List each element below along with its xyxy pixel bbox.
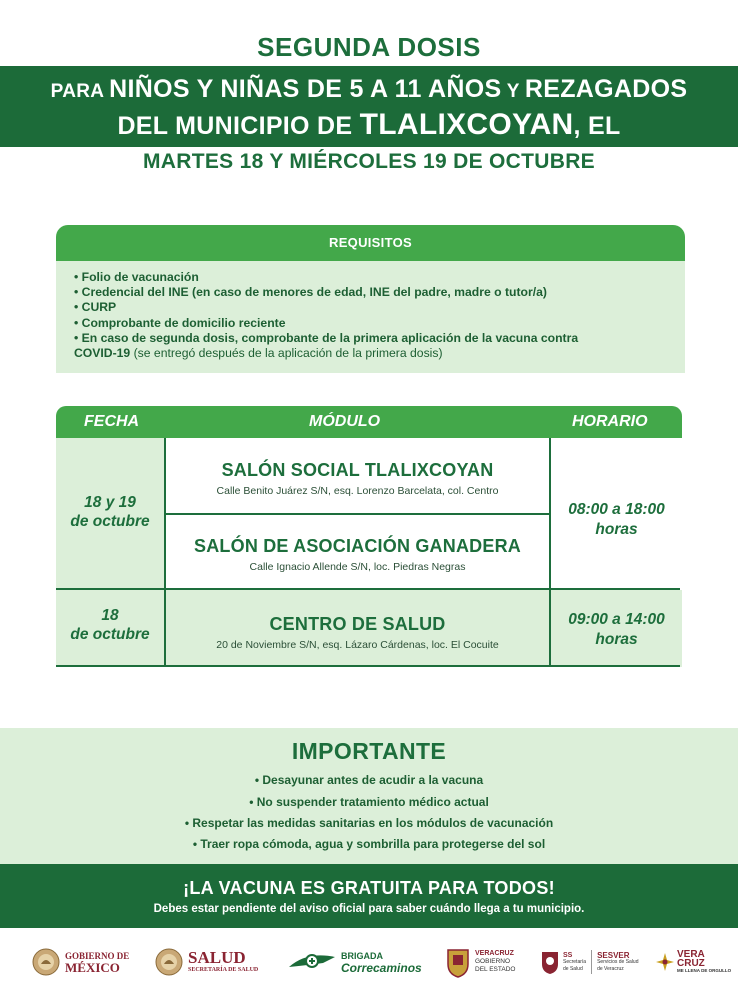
importante-title: IMPORTANTE bbox=[291, 738, 447, 764]
requisito-item: • Comprobante de domicilio reciente bbox=[74, 315, 286, 330]
requisitos-box bbox=[56, 225, 685, 373]
modulo-address: Calle Ignacio Allende S/N, loc. Piedras Negras bbox=[249, 561, 466, 573]
fecha-line: de octubre bbox=[70, 513, 150, 530]
logo-text: SECRETARÍA DE SALUD bbox=[188, 967, 259, 973]
logo-text: SESVER bbox=[597, 950, 630, 960]
schedule-table-header bbox=[56, 406, 682, 438]
divider bbox=[56, 665, 680, 667]
requisito-item-last bbox=[74, 346, 667, 361]
salud-logo bbox=[155, 940, 258, 984]
banner-municipio: TLALIXCOYAN bbox=[359, 108, 574, 141]
fecha-line: 18 bbox=[101, 607, 119, 624]
divider bbox=[56, 588, 680, 590]
brigada-correcaminos-logo bbox=[287, 940, 422, 984]
footer-subline: Debes estar pendiente del aviso oficial para saber cuándo llega a tu municipio. bbox=[153, 903, 585, 915]
requisitos-title: REQUISITOS bbox=[56, 225, 685, 261]
banner-main: NIÑOS Y NIÑAS DE 5 A 11 AÑOS bbox=[109, 75, 502, 103]
page-title: SEGUNDA DOSIS bbox=[257, 32, 481, 62]
requisito-item: • CURP bbox=[74, 300, 117, 315]
logo-text: ME LLENA DE ORGULLO bbox=[677, 968, 732, 973]
horario-line: horas bbox=[595, 521, 638, 538]
header-horario: HORARIO bbox=[572, 413, 648, 430]
footer-headline: ¡LA VACUNA ES GRATUITA PARA TODOS! bbox=[183, 878, 555, 898]
veracruz-orgullo-logo bbox=[655, 940, 731, 984]
requisito-last-bold: COVID-19 bbox=[74, 346, 131, 361]
requisito-item: • Folio de vacunación bbox=[74, 270, 199, 284]
ss-shield-icon bbox=[540, 949, 560, 975]
schedule-table bbox=[56, 438, 682, 667]
logo-text: VERA bbox=[677, 949, 705, 960]
modulo-name: SALÓN DE ASOCIACIÓN GANADERA bbox=[194, 536, 521, 556]
coat-of-arms-icon bbox=[445, 946, 471, 978]
modulo-cell bbox=[166, 536, 549, 573]
logo-text: MÉXICO bbox=[65, 960, 120, 975]
modulo-cell bbox=[166, 614, 549, 651]
importante-item: • Desayunar antes de acudir a la vacuna bbox=[254, 773, 484, 787]
veracruz-gobierno-logo bbox=[445, 940, 515, 984]
modulo-address: Calle Benito Juárez S/N, esq. Lorenzo Barcelata, col. Centro bbox=[216, 485, 499, 497]
banner-line-2 bbox=[0, 108, 738, 142]
roadrunner-icon bbox=[287, 947, 337, 977]
footer-banner bbox=[0, 864, 738, 928]
modulo-name: SALÓN SOCIAL TLALIXCOYAN bbox=[221, 460, 494, 480]
modulo-address: 20 de Noviembre S/N, esq. Lázaro Cárdenas, loc. El Cocuite bbox=[216, 639, 499, 651]
date-line: MARTES 18 Y MIÉRCOLES 19 DE OCTUBRE bbox=[143, 150, 595, 173]
header-modulo: MÓDULO bbox=[309, 413, 381, 430]
requisitos-list bbox=[56, 261, 685, 361]
eagle-seal-icon bbox=[155, 948, 183, 976]
modulo-cell bbox=[166, 460, 549, 497]
logo-text: GOBIERNO bbox=[475, 958, 511, 965]
logo-text: SS bbox=[563, 951, 573, 959]
logo-strip bbox=[0, 940, 738, 984]
fecha-line: 18 y 19 bbox=[84, 494, 136, 511]
banner-line-1 bbox=[0, 75, 738, 104]
horario-cell bbox=[551, 500, 682, 540]
logo-text: CRUZ bbox=[677, 958, 705, 969]
eagle-seal-icon bbox=[32, 948, 60, 976]
banner-line2-pre: DEL MUNICIPIO DE bbox=[117, 112, 360, 140]
divider bbox=[164, 513, 551, 515]
gobierno-mexico-logo bbox=[32, 940, 129, 984]
importante-item: • Traer ropa cómoda, agua y sombrilla para protegerse del sol bbox=[192, 837, 546, 851]
horario-line: 09:00 a 14:00 bbox=[568, 611, 665, 628]
logo-text: VERACRUZ bbox=[475, 950, 514, 957]
requisito-last-normal: (se entregó después de la aplicación de la primera dosis) bbox=[130, 346, 443, 361]
logo-text: SALUD bbox=[188, 948, 246, 967]
logo-text: Secretaría bbox=[563, 958, 587, 965]
importante-item: • Respetar las medidas sanitarias en los módulos de vacunación bbox=[184, 816, 554, 830]
fecha-line: de octubre bbox=[70, 626, 150, 643]
fecha-cell bbox=[56, 493, 164, 531]
importante-item: • No suspender tratamiento médico actual bbox=[249, 795, 489, 809]
requisito-item: • En caso de segunda dosis, comprobante de la primera aplicación de la vacuna contra bbox=[74, 330, 579, 345]
horario-cell bbox=[551, 610, 682, 650]
logo-text: de Veracruz bbox=[597, 965, 624, 972]
logo-text: Servicios de Salud bbox=[597, 958, 639, 965]
fecha-cell bbox=[56, 606, 164, 644]
importante-section bbox=[0, 728, 738, 864]
logo-text: Correcaminos bbox=[341, 961, 422, 975]
logo-text: GOBIERNO DE bbox=[65, 951, 130, 961]
banner-pre: PARA bbox=[50, 81, 110, 102]
divider bbox=[591, 950, 592, 974]
modulo-name: CENTRO DE SALUD bbox=[269, 614, 446, 634]
horario-line: 08:00 a 18:00 bbox=[568, 501, 665, 518]
banner-mid: Y bbox=[501, 81, 525, 102]
horario-line: horas bbox=[595, 631, 638, 648]
logo-text: DEL ESTADO bbox=[475, 966, 516, 973]
banner-line2-post: , EL bbox=[573, 112, 621, 140]
requisito-item: • Credencial del INE (en caso de menores de edad, INE del padre, madre o tutor/a) bbox=[74, 285, 547, 300]
logo-text: BRIGADA bbox=[341, 951, 383, 961]
target-banner bbox=[0, 66, 738, 147]
veracruz-star-icon bbox=[655, 952, 675, 972]
banner-end: REZAGADOS bbox=[524, 75, 688, 103]
logo-text: de Salud bbox=[563, 965, 583, 972]
ss-sesver-logo bbox=[540, 940, 639, 984]
header-fecha: FECHA bbox=[84, 413, 140, 430]
